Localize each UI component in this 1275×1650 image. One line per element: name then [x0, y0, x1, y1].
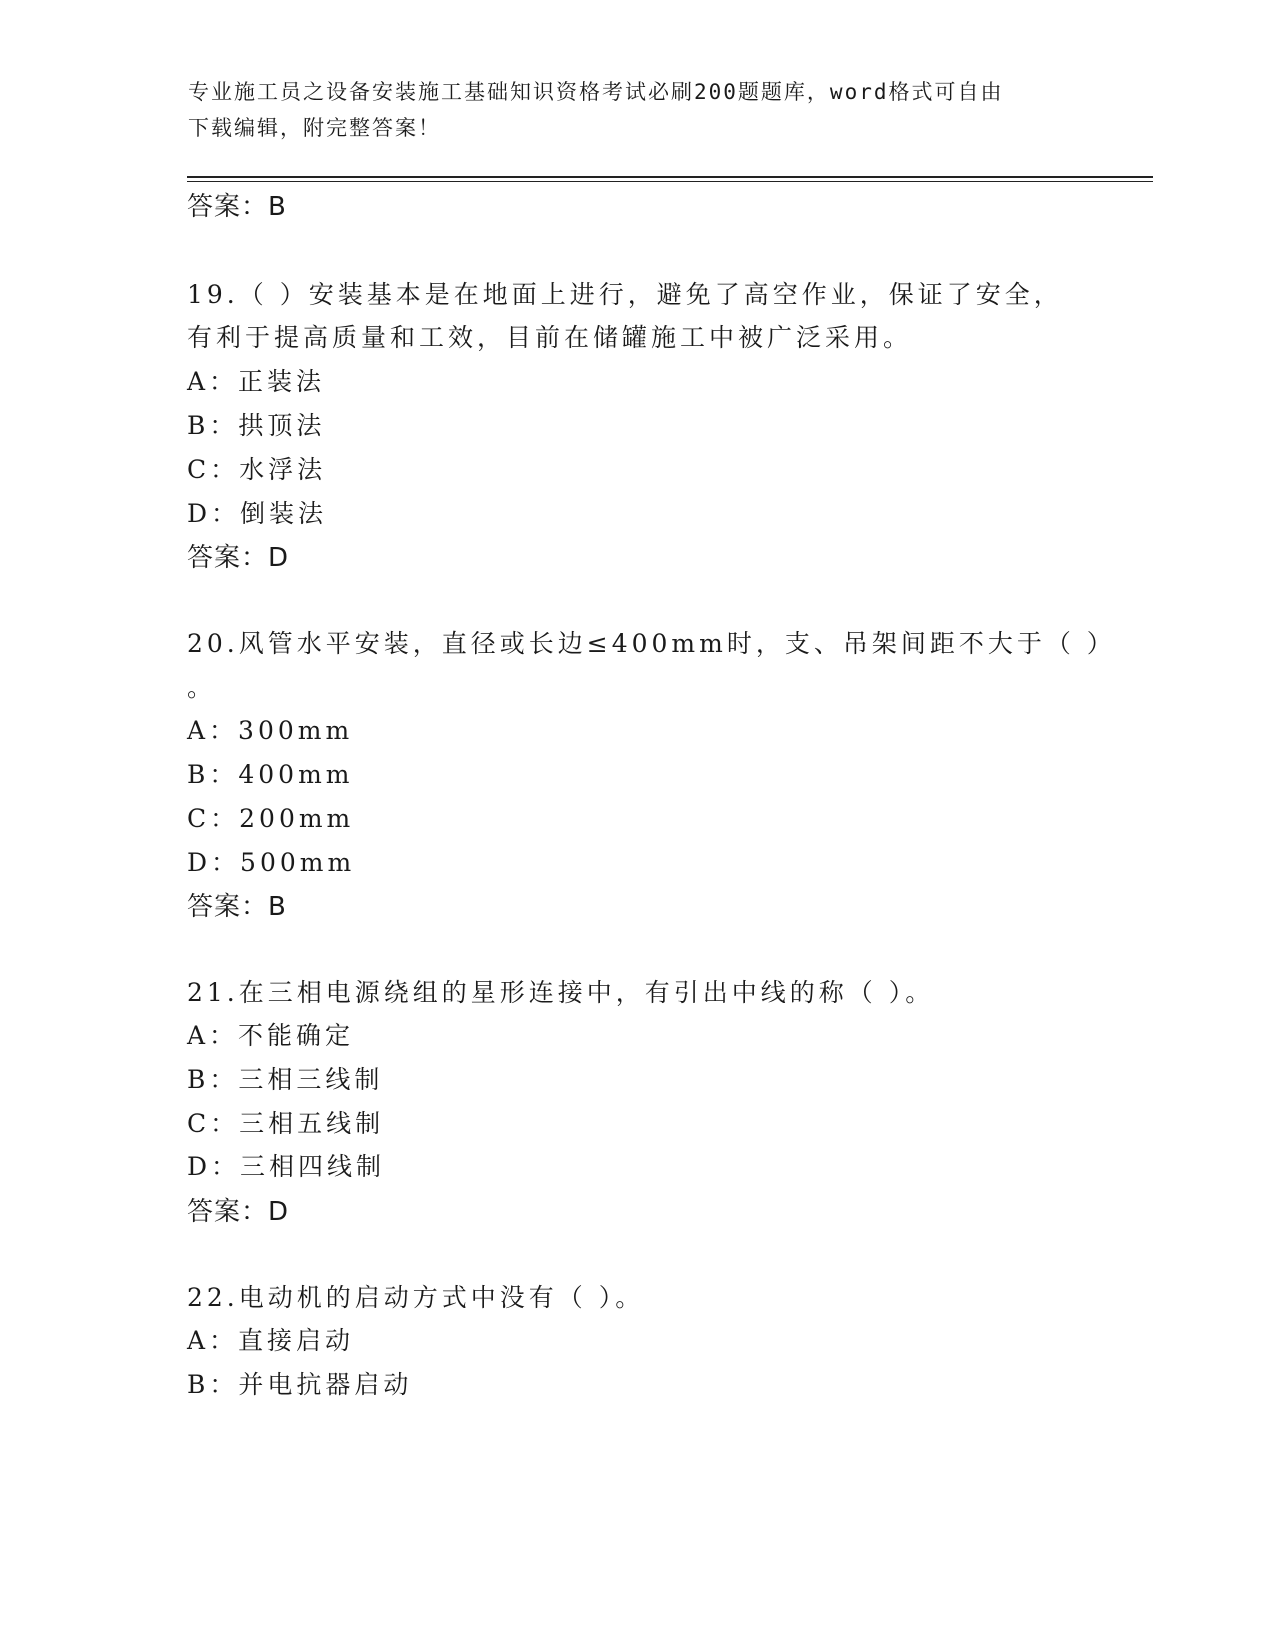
question-19-option-c: C：水浮法 [187, 455, 327, 484]
question-19-option-b: B：拱顶法 [187, 411, 326, 440]
question-21-option-c: C：三相五线制 [187, 1109, 385, 1138]
header-line-1: 专业施工员之设备安装施工基础知识资格考试必刷200题题库，word格式可自由 [188, 80, 1004, 104]
question-21-line-1: 21.在三相电源绕组的星形连接中，有引出中线的称（ ）。 [187, 978, 935, 1007]
answer-18: 答案：B [187, 192, 287, 222]
question-21-option-a: A：不能确定 [187, 1021, 355, 1050]
question-21-option-d: D：三相四线制 [187, 1152, 386, 1181]
question-19-line-1: 19.（ ）安装基本是在地面上进行，避免了高空作业，保证了安全， [187, 280, 1063, 309]
answer-20: 答案：B [187, 892, 287, 922]
question-22-option-a: A：直接启动 [187, 1326, 355, 1355]
answer-19: 答案：D [187, 543, 290, 573]
question-20-line-1: 20.风管水平安装，直径或长边≤400mm时，支、吊架间距不大于（ ） [187, 629, 1116, 658]
header-line-2: 下载编辑，附完整答案！ [188, 116, 441, 140]
question-20-option-c: C：200mm [187, 804, 355, 833]
question-19-line-2: 有利于提高质量和工效，目前在储罐施工中被广泛采用。 [187, 323, 913, 352]
document-header [188, 74, 1068, 146]
question-22-option-b: B：并电抗器启动 [187, 1370, 413, 1399]
question-19-option-d: D：倒装法 [187, 499, 328, 528]
question-19-option-a: A：正装法 [187, 367, 326, 396]
question-20-option-d: D：500mm [187, 848, 356, 877]
question-20-line-2: 。 [187, 673, 217, 702]
question-20-option-b: B：400mm [187, 760, 354, 789]
question-20-option-a: A：300mm [187, 716, 354, 745]
header-rule-thin [187, 181, 1153, 182]
answer-21: 答案：D [187, 1197, 290, 1227]
question-21-option-b: B：三相三线制 [187, 1065, 384, 1094]
header-rule-thick [187, 176, 1153, 178]
question-22-line-1: 22.电动机的启动方式中没有（ ）。 [187, 1283, 645, 1312]
